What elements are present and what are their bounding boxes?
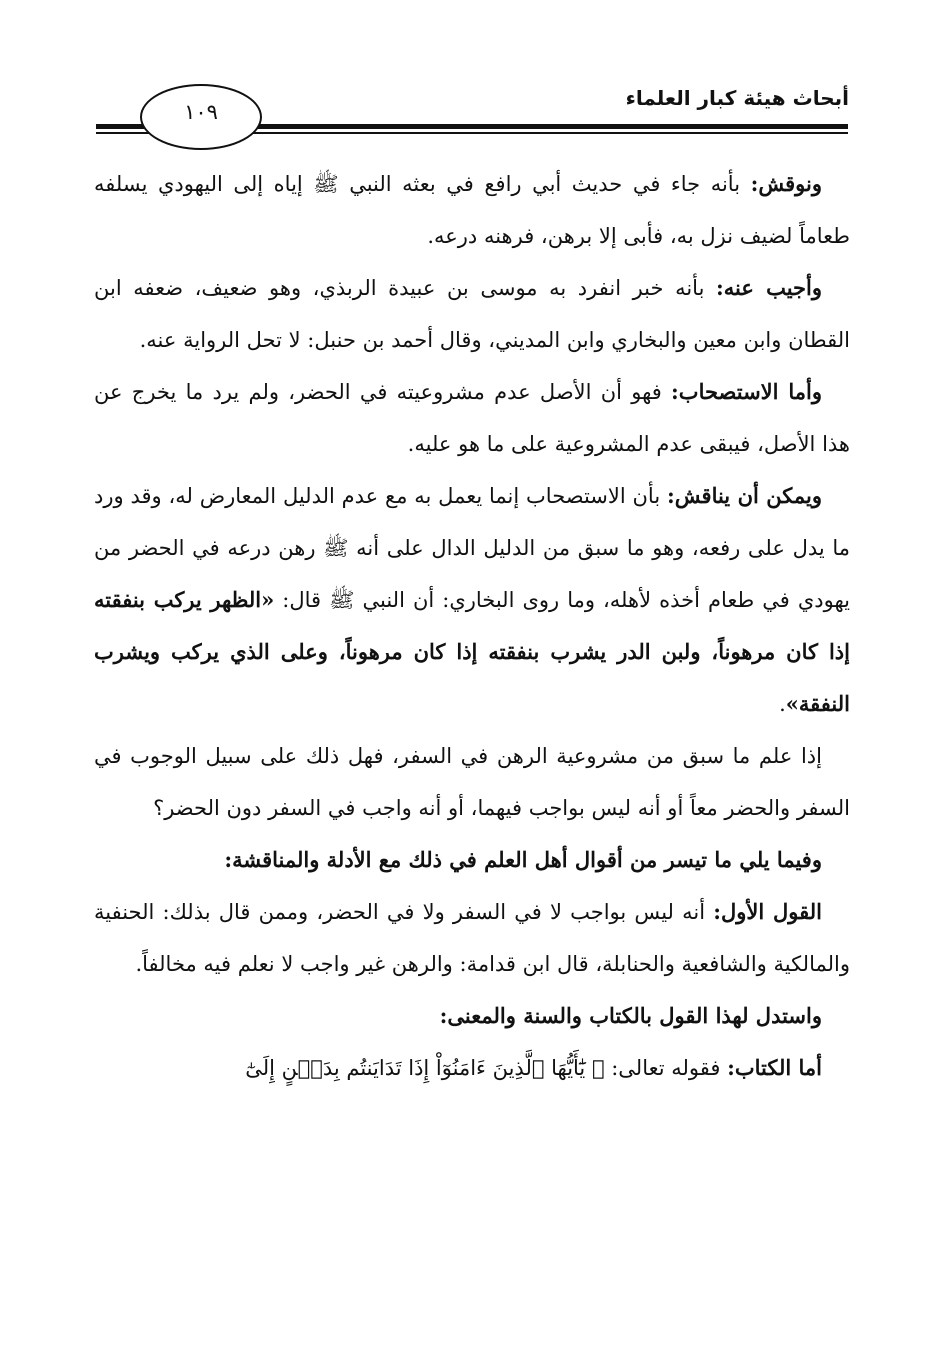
paragraph-opinions-heading — [94, 834, 850, 886]
page-number: ١٠٩ — [184, 100, 218, 124]
paragraph-text: أنه ليس بواجب لا في السفر ولا في الحضر، وممن قال بذلك: الحنفية والمالكية والشافعية والحنابلة، قال ابن قدامة: والرهن غير واجب لا نعلم فيه مخالفاً. — [94, 900, 850, 976]
paragraph-text: فقوله تعالى: ﴿ يَٰٓأَيُّهَا ٱلَّذِينَ ءَامَنُوٓاْ إِذَا تَدَايَنتُم بِدَيۡنٍ إِلَىٰٓ — [245, 1056, 728, 1080]
paragraph-reply — [94, 262, 850, 366]
paragraph-text: فهو أن الأصل عدم مشروعيته في الحضر، ولم يرد ما يخرج عن هذا الأصل، فيبقى عدم المشروعية على ما هو عليه. — [94, 380, 850, 456]
paragraph-lead: القول الأول: — [713, 899, 822, 924]
paragraph-lead: وفيما يلي ما تيسر من أقوال أهل العلم في ذلك مع الأدلة والمناقشة: — [224, 847, 822, 872]
paragraph-possible-objection — [94, 470, 850, 730]
running-header-title: أبحاث هيئة كبار العلماء — [625, 86, 849, 110]
paragraph-lead: واستدل لهذا القول بالكتاب والسنة والمعنى: — [439, 1003, 822, 1028]
paragraph-lead: أما الكتاب: — [727, 1055, 822, 1080]
paragraph-lead: ويمكن أن يناقش: — [667, 483, 823, 508]
paragraph-text: بأنه جاء في حديث أبي رافع في بعثه النبي ﷺ إياه إلى اليهودي يسلفه طعاماً لضيف نزل به، فأبى إلا برهن، فرهنه درعه. — [94, 172, 850, 248]
page-number-oval — [140, 84, 262, 150]
paragraph-tail: . — [779, 692, 786, 716]
paragraph-lead: وأجيب عنه: — [716, 275, 822, 300]
paragraph-first-opinion — [94, 886, 850, 990]
paragraph-lead: ونوقش: — [750, 171, 822, 196]
page-body — [94, 158, 850, 1094]
paragraph-book-evidence — [94, 1042, 850, 1094]
hadith-quote: «الظهر يركب بنفقته إذا كان مرهوناً، ولبن الدر يشرب بنفقته إذا كان مرهوناً، وعلى الذي يركب ويشرب النفقة» — [94, 587, 850, 716]
paragraph-question — [94, 730, 850, 834]
paragraph-text: إذا علم ما سبق من مشروعية الرهن في السفر، فهل ذلك على سبيل الوجوب في السفر والحضر معاً أو أنه ليس بواجب فيهما، أو أنه واجب في السفر دون الحضر؟ — [94, 744, 850, 820]
paragraph-text: بأن الاستصحاب إنما يعمل به مع عدم الدليل المعارض له، وقد ورد ما يدل على رفعه، وهو ما سبق من الدليل الدال على أنه ﷺ رهن درعه في الحضر من يهودي في طعام أخذه لأهله، وما روى البخاري: أن النبي ﷺ قال: — [94, 484, 850, 612]
paragraph-objection — [94, 158, 850, 262]
paragraph-evidence-heading — [94, 990, 850, 1042]
paragraph-istishab — [94, 366, 850, 470]
paragraph-text: بأنه خبر انفرد به موسى بن عبيدة الربذي، وهو ضعيف، ضعفه ابن القطان وابن معين والبخاري وابن المديني، وقال أحمد بن حنبل: لا تحل الرواية عنه. — [94, 276, 850, 352]
paragraph-lead: وأما الاستصحاب: — [671, 379, 822, 404]
